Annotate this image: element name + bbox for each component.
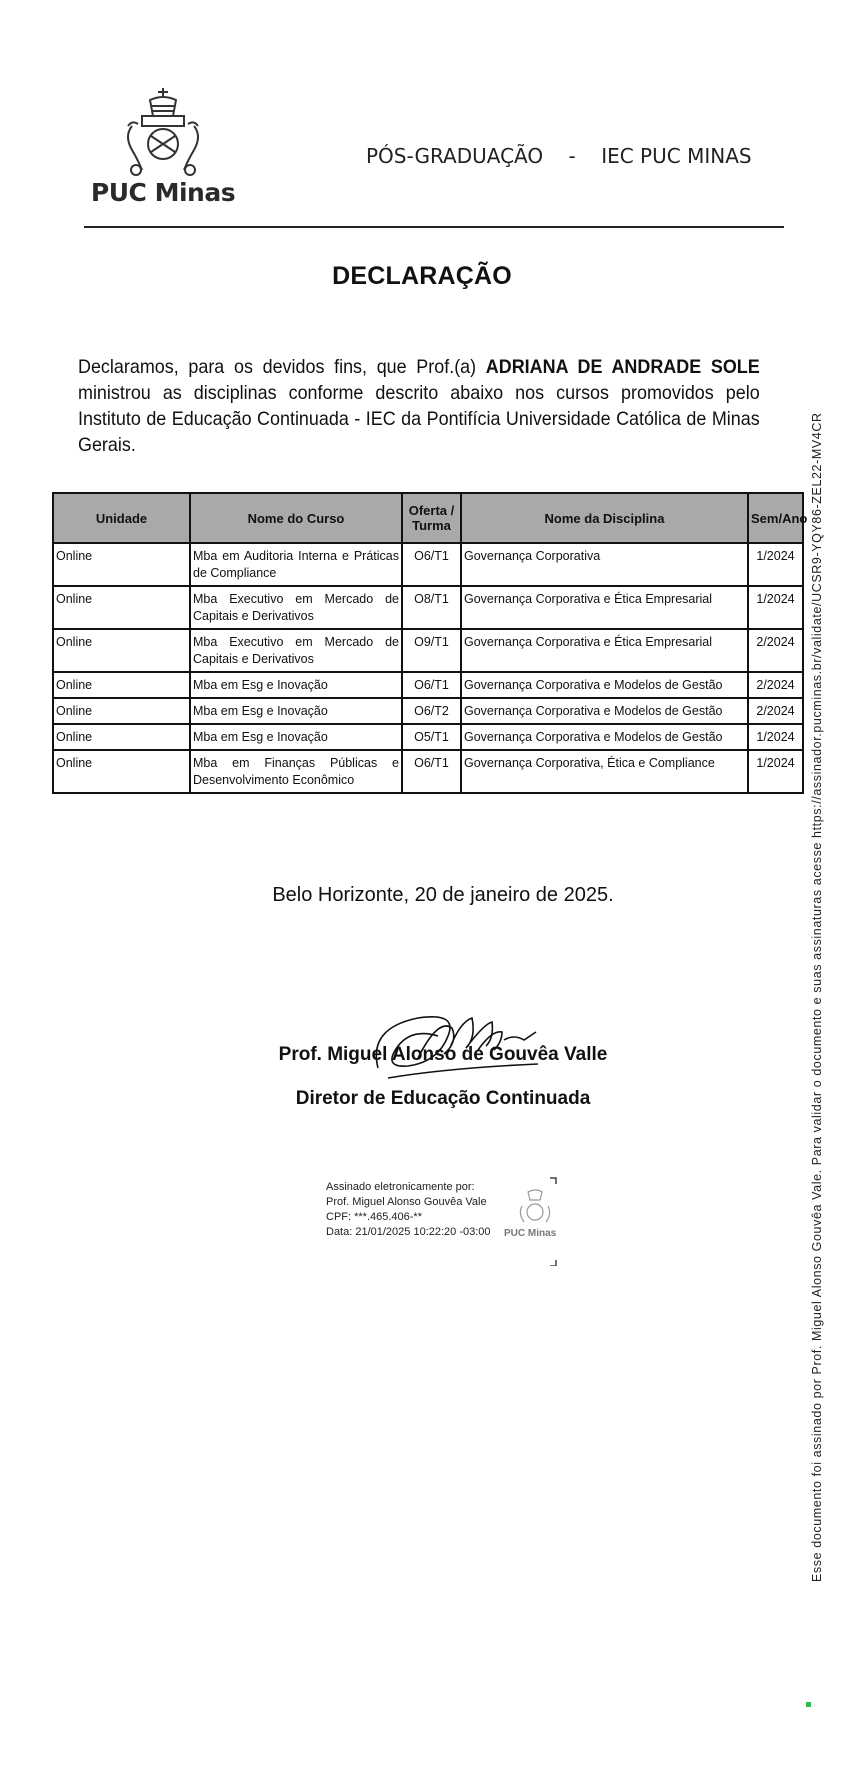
cell-unidade: Online [53,698,190,724]
validation-side-note [810,132,830,1582]
signer-role: Diretor de Educação Continuada [295,1088,591,1109]
document-title: DECLARAÇÃO [332,262,512,290]
cell-unidade: Online [53,586,190,629]
cell-disciplina: Governança Corporativa e Ética Empresarial [461,586,748,629]
place-and-date: Belo Horizonte, 20 de janeiro de 2025. [272,884,614,906]
cell-oferta: O6/T2 [402,698,461,724]
declaration-paragraph [78,354,760,458]
table-row [53,629,803,672]
program-header: PÓS-GRADUAÇÃO - IEC PUC MINAS [366,144,752,168]
validation-mark [806,1702,811,1707]
cell-curso: Mba em Finanças Públicas e Desenvolvimento Econômico [190,750,402,793]
cell-curso: Mba em Auditoria Interna e Práticas de Compliance [190,543,402,586]
cell-disciplina: Governança Corporativa [461,543,748,586]
cell-sem-ano: 2/2024 [748,629,803,672]
cell-unidade: Online [53,543,190,586]
cell-unidade: Online [53,629,190,672]
table-row [53,543,803,586]
electronic-signature-block [326,1180,491,1240]
e-sign-line: Assinado eletronicamente por: [326,1181,475,1193]
cell-oferta: O9/T1 [402,629,461,672]
cell-sem-ano: 1/2024 [748,750,803,793]
table-row [53,672,803,698]
intro-text-start: Declaramos, para os devidos fins, que Prof.(a) [78,356,486,378]
header-oferta-turma: Oferta / Turma [402,493,461,543]
cell-unidade: Online [53,672,190,698]
signer-name: Prof. Miguel Alonso de Gouvêa Valle [278,1044,608,1065]
cell-sem-ano: 1/2024 [748,543,803,586]
puc-minas-logo [88,86,238,208]
table-header-row [53,493,803,543]
cell-oferta: O6/T1 [402,750,461,793]
cell-sem-ano: 1/2024 [748,586,803,629]
stamp-frame-icon [500,1176,562,1266]
table-row [53,698,803,724]
header-divider [84,226,784,228]
cell-curso: Mba em Esg e Inovação [190,698,402,724]
cell-disciplina: Governança Corporativa e Ética Empresarial [461,629,748,672]
header-sem-ano: Sem/Ano [748,493,803,543]
validation-text: Esse documento foi assinado por Prof. Miguel Alonso Gouvêa Vale. Para validar o documento e suas assinaturas acesse https://assinador.pucminas.br/validate/UCSR9-YQY86-ZEL22-MV4CR [810,412,824,1582]
signature-stamp [500,1176,562,1266]
cell-disciplina: Governança Corporativa e Modelos de Gestão [461,698,748,724]
header-nome-disciplina: Nome da Disciplina [461,493,748,543]
handwritten-signature [358,998,548,1088]
e-sign-date: Data: 21/01/2025 10:22:20 -03:00 [326,1226,491,1238]
header-unidade: Unidade [53,493,190,543]
stamp-text: PUC Minas [504,1228,557,1239]
cell-disciplina: Governança Corporativa, Ética e Compliance [461,750,748,793]
professor-name: ADRIANA DE ANDRADE SOLE [485,356,760,378]
cell-curso: Mba Executivo em Mercado de Capitais e Derivativos [190,586,402,629]
coat-of-arms-icon [118,86,208,178]
intro-text-end: ministrou as disciplinas conforme descrito abaixo nos cursos promovidos pelo Instituto de Educação Continuada - IEC da Pontifícia Universidade Católica de Minas Gerais. [78,382,760,456]
cell-curso: Mba em Esg e Inovação [190,672,402,698]
header-nome-curso: Nome do Curso [190,493,402,543]
cell-oferta: O5/T1 [402,724,461,750]
table-row [53,586,803,629]
cell-disciplina: Governança Corporativa e Modelos de Gestão [461,672,748,698]
cell-oferta: O6/T1 [402,672,461,698]
cell-curso: Mba Executivo em Mercado de Capitais e Derivativos [190,629,402,672]
cell-oferta: O6/T1 [402,543,461,586]
cell-curso: Mba em Esg e Inovação [190,724,402,750]
cell-oferta: O8/T1 [402,586,461,629]
e-sign-signer: Prof. Miguel Alonso Gouvêa Vale [326,1196,487,1208]
cell-sem-ano: 2/2024 [748,698,803,724]
cell-sem-ano: 2/2024 [748,672,803,698]
cell-disciplina: Governança Corporativa e Modelos de Gestão [461,724,748,750]
table-row [53,724,803,750]
e-sign-cpf: CPF: ***.465.406-** [326,1211,422,1223]
courses-table [52,492,808,794]
table-row [53,750,803,793]
cell-unidade: Online [53,750,190,793]
cell-sem-ano: 1/2024 [748,724,803,750]
logo-text: PUC Minas [90,178,236,207]
cell-unidade: Online [53,724,190,750]
